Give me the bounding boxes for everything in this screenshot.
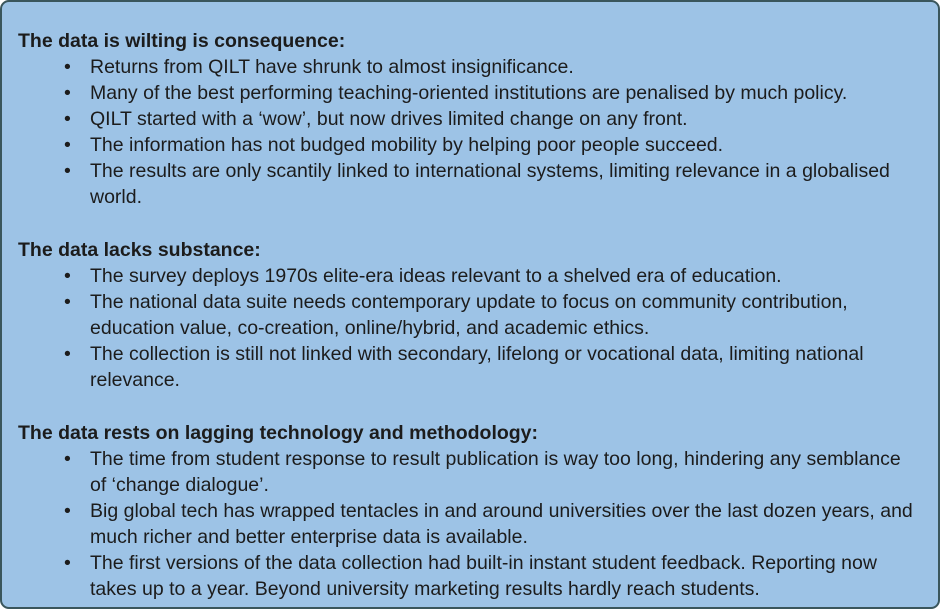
section-data-wilting — [18, 28, 918, 210]
section-heading: The data lacks substance: — [18, 239, 261, 261]
list-item: • Returns from QILT have shrunk to almost insignificance. — [18, 54, 918, 80]
list-item: • Many of the best performing teaching-oriented institutions are penalised by much policy. — [18, 80, 918, 106]
list-item: • The national data suite needs contemporary update to focus on community contribution, education value, co-creation, online/hybrid, and academic ethics. — [18, 289, 918, 341]
bullet-list — [18, 54, 918, 210]
list-item: • QILT started with a ‘wow’, but now drives limited change on any front. — [18, 106, 918, 132]
list-item: • The first versions of the data collection had built-in instant student feedback. Reporting now takes up to a year. Beyond university marketing results hardly reach students. — [18, 550, 918, 602]
section-data-technology — [18, 420, 918, 602]
section-data-substance — [18, 237, 918, 393]
list-item: • The results are only scantily linked to international systems, limiting relevance in a globalised world. — [18, 158, 918, 210]
bullet-list — [18, 263, 918, 393]
list-item: • The collection is still not linked with secondary, lifelong or vocational data, limiting national relevance. — [18, 341, 918, 393]
list-item: • The survey deploys 1970s elite-era ideas relevant to a shelved era of education. — [18, 263, 918, 289]
list-item: • Big global tech has wrapped tentacles in and around universities over the last dozen years, and much richer and better enterprise data is available. — [18, 498, 918, 550]
section-heading: The data rests on lagging technology and methodology: — [18, 422, 539, 444]
list-item: • The time from student response to result publication is way too long, hindering any semblance of ‘change dialogue’. — [18, 446, 918, 498]
section-heading: The data is wilting is consequence: — [18, 30, 346, 52]
bullet-list — [18, 446, 918, 602]
list-item: • The information has not budged mobility by helping poor people succeed. — [18, 132, 918, 158]
